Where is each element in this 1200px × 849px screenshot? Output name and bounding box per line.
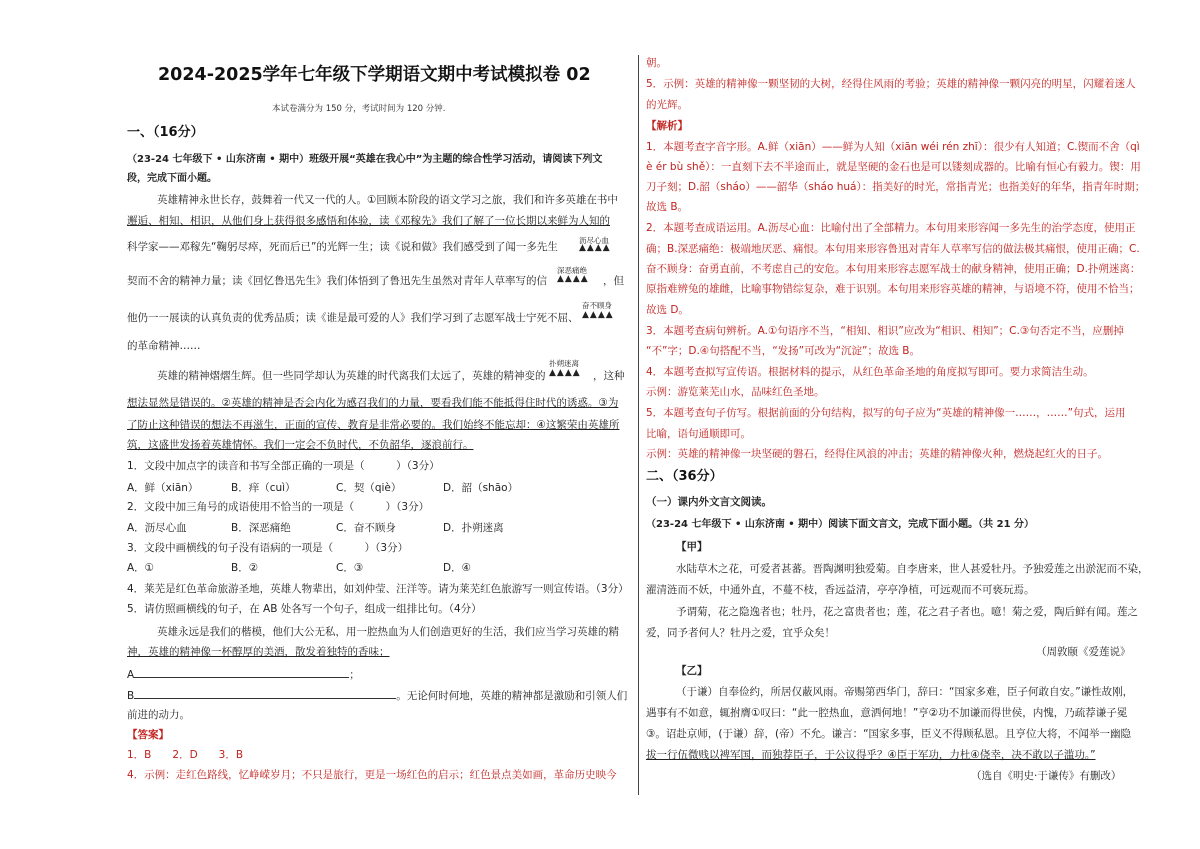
- triangle-marks: ▲▲▲▲: [579, 243, 611, 253]
- exam-title: 2024-2025学年七年级下学期语文期中考试模拟卷 02: [158, 65, 591, 85]
- classical-text-line: （于谦）自奉俭约，所居仅蔽风雨。帝赐第西华门，辞曰：“国家多难，臣子何敢自安。”谦性故刚，: [676, 686, 1134, 698]
- q1-option-b: B．痒（cuì）: [231, 482, 296, 494]
- answer-line: 的光辉。: [646, 99, 688, 111]
- q5-passage-line: 神，英雄的精神像一杯醇厚的美酒，散发着独特的香味；: [127, 646, 390, 658]
- q2-option-d: D．扑朔迷离: [443, 522, 504, 534]
- q2-option-b: B．深恶痛绝: [231, 522, 291, 534]
- answer-4-line: 4．示例：走红色路线，忆峥嵘岁月；不只是旅行，更是一场红色的启示；红色景点美如画，革命历史映今: [127, 769, 617, 781]
- analysis-line: 1．本题考查字音字形。A.鲜（xiān）——鲜为人知（xiān wéi rén zhī）：很少有人知道；C.锲而不舍（qì: [646, 141, 1140, 153]
- q5-blank-a: A ；: [127, 669, 360, 681]
- intro-line-2: 段，完成下面小题。: [127, 173, 217, 184]
- classical-text-line: 予谓菊，花之隐逸者也；牡丹，花之富贵者也；莲，花之君子者也。噫！菊之爱，陶后鲜有闻。莲之: [676, 606, 1138, 618]
- column-divider: [638, 55, 639, 795]
- q1-option-c: C．契（qiè）: [336, 482, 402, 494]
- passage-line: ，这种: [593, 370, 625, 382]
- analysis-line: 奋不顾身：奋勇直前，不考虑自己的安危。本句用来形容志愿军战士的献身精神，使用正确；D.扑朔迷离：: [646, 263, 1141, 275]
- analysis-line: 刀子刻；D.韶（sháo）——韶华（sháo huá）：指美好的时光，常指青光；也指美好的年华，指青年时期；: [646, 181, 1146, 193]
- passage-line: 的革命精神……: [127, 340, 201, 352]
- triangle-marks: ▲▲▲▲: [549, 368, 581, 378]
- analysis-line: “不”字；D.④句搭配不当，“发扬”可改为“沉淀”；故选 B。: [646, 345, 921, 357]
- question-4: 4．莱芜是红色革命旅游圣地，英雄人物辈出，如刘仲莹、汪洋等。请为莱芜红色旅游写一则宣传语。（3分）: [127, 583, 629, 595]
- question-5: 5．请仿照画横线的句子，在 AB 处各写一个句子，组成一组排比句。（4分）: [127, 603, 482, 615]
- question-2: 2．文段中加三角号的成语使用不恰当的一项是（ ）（3分）: [127, 501, 430, 513]
- source-citation: （周敦颐《爱莲说》: [1036, 646, 1131, 658]
- passage-line: 他仍一一展读的认真负责的优秀品质；读《谁是最可爱的人》我们学习到了志愿军战士宁死不屈、: [127, 312, 579, 324]
- exam-note: 本试卷满分为 150 分，考试时间为 120 分钟.: [272, 104, 446, 114]
- annotation-pushuomili: 扑朔迷离: [549, 359, 579, 368]
- label-jia: 【甲】: [676, 541, 708, 553]
- analysis-line: 示例：游览莱芜山水，品味红色圣地。: [646, 386, 825, 398]
- q1-option-d: D．韶（shāo）: [443, 482, 519, 494]
- q2-option-c: C．奋不顾身: [336, 522, 396, 534]
- answer-line: 朝。: [646, 57, 667, 69]
- q3-option-d: D．④: [443, 562, 471, 574]
- q2-option-a: A．沥尽心血: [127, 522, 187, 534]
- classical-text-line: 拔一行伍微贱以裨军国，而独荐臣子，于公议得乎？④臣于军功，力杜④侥幸，决不敢以子滥功。”: [646, 749, 1096, 761]
- classical-text-line: ③。诏赴京师，(于谦）辞，(帝）不允。谦言：“国家多事，臣义不得顾私恩。且亨位大将，不闻举一幽隐: [646, 728, 1132, 740]
- analysis-line: 3．本题考查病句辨析。A.①句语序不当，“相知、相识”应改为“相识、相知”；C.③句否定不当，应删掉: [646, 325, 1124, 337]
- classical-text-line: 遇事有不如意，辄拊膺①叹曰：“此一腔热血，意洒何地！”亨②功不加谦而得世侯，内愧，乃疏荐谦子冕: [646, 707, 1128, 719]
- analysis-label: 【解析】: [646, 120, 688, 132]
- analysis-line: 示例：英雄的精神像一块坚硬的磐石，经得住风浪的冲击；英雄的精神像火种，燃烧起红火的日子。: [646, 448, 1108, 460]
- annotation-fenbugushen: 奋不顾身: [582, 301, 612, 310]
- passage-line: 英雄精神永世长存，鼓舞着一代又一代的人。①回顾本阶段的语文学习之旅，我们和许多英雄在书中: [157, 194, 618, 206]
- section1-heading: 一、（16分）: [127, 125, 204, 140]
- passage-line: 英雄的精神熠熠生辉。但一些同学却认为英雄的时代离我们太远了，英雄的精神变的: [157, 370, 546, 382]
- triangle-marks: ▲▲▲▲: [582, 310, 614, 320]
- passage-line: 了防止这种错误的想法不再滋生，正面的宣传、教育是非常必要的。我们始终不能忘却：④这繁荣由英雄所: [127, 419, 620, 431]
- analysis-line: 2．本题考查成语运用。A.沥尽心血：比喻付出了全部精力。本句用来形容闻一多先生的治学态度，使用正: [646, 222, 1136, 234]
- q5-passage-line: 英雄永远是我们的楷模，他们大公无私，用一腔热血为人们创造更好的生活，我们应当学习英雄的精: [157, 626, 619, 638]
- answer-line: 1．B 2．D 3．B: [127, 749, 244, 761]
- q5-passage-line: 前进的动力。: [127, 709, 190, 721]
- triangle-marks: ▲▲▲▲: [557, 274, 589, 284]
- analysis-line: 故选 D。: [646, 304, 689, 316]
- passage-line: 科学家——邓稼先“鞠躬尽瘁，死而后已”的光辉一生；读《说和做》我们感受到了闻一多先生: [127, 241, 558, 253]
- passage-line: 筑，这盛世发扬着英雄情怀。我们一定会不负时代，不负韶华，逐浪前行。: [127, 439, 474, 451]
- label-yi: 【乙】: [676, 665, 708, 677]
- answer-line: 5．示例：英雄的精神像一颗坚韧的大树，经得住风雨的考验；英雄的精神像一颗闪亮的明星，闪耀着迷人: [646, 78, 1136, 90]
- passage-line: 契而不舍的精神力量；读《回忆鲁迅先生》我们体悟到了鲁迅先生虽然对青年人草率写的信: [127, 275, 547, 287]
- analysis-line: 比喻，语句通顺即可。: [646, 428, 751, 440]
- annotation-lijinxinxue: 沥尽心血: [579, 236, 609, 245]
- q3-option-b: B．②: [231, 562, 259, 574]
- q3-option-a: A．①: [127, 562, 155, 574]
- q1-option-a: A．鲜（xiān）: [127, 482, 199, 494]
- analysis-line: 5．本题考查句子仿写。根据前面的分句结构，拟写的句子应为“英雄的精神像一……，……”句式，运用: [646, 407, 1126, 419]
- classical-text-line: 水陆草木之花，可爱者甚蕃。晋陶渊明独爱菊。自李唐来，世人甚爱牡丹。予独爱莲之出淤泥而不染，: [676, 563, 1149, 575]
- q5-blank-b: B 。无论何时何地，英雄的精神都是激励和引领人们: [127, 690, 628, 702]
- analysis-line: è ér bù shě）：一直刻下去不半途而止，就是坚硬的金石也是可以镂刻成器的。比喻有恒心有毅力。锲：用: [646, 161, 1141, 173]
- annotation-shenwutongjue: 深恶痛绝: [557, 266, 587, 275]
- analysis-line: 4．本题考查拟写宣传语。根据材料的提示，从红色革命圣地的角度拟写即可。要力求简洁生动。: [646, 366, 1094, 378]
- subsection-heading: （一）课内外文言文阅读。: [646, 496, 772, 508]
- source-citation: （选自《明史·于谦传》有删改）: [971, 770, 1122, 782]
- analysis-line: 确；B.深恶痛绝：极端地厌恶、痛恨。本句用来形容鲁迅对青年人草率写信的做法极其痛恨，使用正确；C.: [646, 243, 1140, 255]
- intro-line: （23-24 七年级下 • 山东济南 • 期中）阅读下面文言文，完成下面小题。（共 21 分）: [646, 519, 1035, 530]
- passage-line: ，但: [603, 275, 624, 287]
- passage-line: 想法显然是错误的。②英雄的精神是否会内化为感召我们的力量，要看我们能不能抵得住时代的诱惑。③为: [127, 397, 619, 409]
- question-3: 3．文段中画横线的句子没有语病的一项是（ ）（3分）: [127, 542, 409, 554]
- passage-line: 邂逅、相知、相识，从他们身上获得很多感悟和体验，读《邓稼先》我们了解了一位长期以来鲜为人知的: [127, 215, 610, 227]
- intro-line-1: （23-24 七年级下 • 山东济南 • 期中）班级开展“英雄在我心中”为主题的综合性学习活动，请阅读下列文: [127, 154, 603, 165]
- q3-option-c: C．③: [336, 562, 364, 574]
- question-1: 1．文段中加点字的读音和书写全部正确的一项是（ ）（3分）: [127, 460, 440, 472]
- classical-text-line: 濯清涟而不妖，中通外直，不蔓不枝，香远益清，亭亭净植，可远观而不可亵玩焉。: [646, 584, 1035, 596]
- analysis-line: 原指难辨兔的雄雌，比喻事物错综复杂，难于识别。本句用来形容英雄的精神，与语境不符，使用不恰当；: [646, 283, 1140, 295]
- answer-label: 【答案】: [127, 729, 169, 741]
- analysis-line: 故选 B。: [646, 201, 689, 213]
- classical-text-line: 爱，同予者何人？牡丹之爱，宜乎众矣！: [646, 627, 835, 639]
- section2-heading: 二、（36分）: [646, 469, 723, 484]
